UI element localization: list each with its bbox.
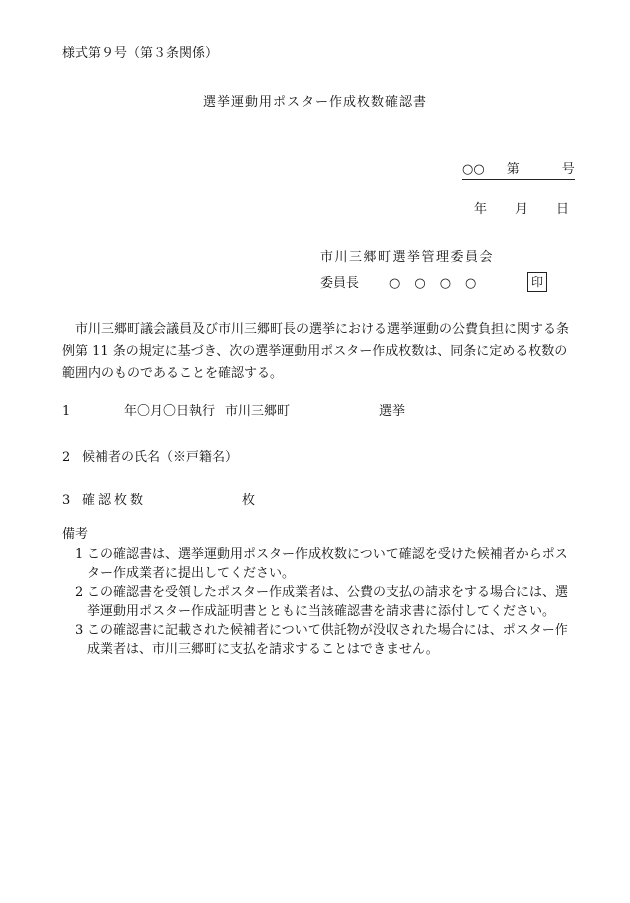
item2-label: 候補者の氏名（※戸籍名） <box>82 450 239 465</box>
remark-text: この確認書は、選挙運動用ポスター作成枚数について確認を受けた候補者からポスター作成業者に提出してください。 <box>87 547 568 581</box>
item-confirmed-count <box>62 493 255 509</box>
item1-place: 市川三郷町 <box>225 404 291 419</box>
item-candidate-name <box>62 450 238 466</box>
issue-date <box>474 202 569 218</box>
reference-dai: 第 <box>506 162 520 177</box>
remark-text: この確認書を受領したポスター作成業者は、公費の支払の請求をする場合には、選挙運動用ポスター作成証明書とともに当該確認書を請求書に添付してください。 <box>87 585 569 619</box>
date-month: 月 <box>515 202 529 217</box>
item3-unit: 枚 <box>242 493 256 508</box>
date-year: 年 <box>474 202 488 217</box>
remark-item <box>62 621 574 659</box>
seal-mark: 印 <box>527 272 547 292</box>
item3-number: 3 <box>62 493 71 508</box>
item1-date: 年〇月〇日執行 <box>124 404 216 419</box>
form-number: 様式第９号（第３条関係） <box>62 46 219 61</box>
reference-number <box>462 162 575 180</box>
item3-label: 確認枚数 <box>82 493 147 508</box>
date-day: 日 <box>556 202 570 217</box>
issuer-chair <box>320 276 490 292</box>
item1-election: 選挙 <box>379 404 406 419</box>
remark-number: 3 <box>75 623 84 638</box>
item1-number: 1 <box>62 404 71 419</box>
document-title: 選挙運動用ポスター作成枚数確認書 <box>202 95 427 110</box>
remark-item <box>62 583 574 621</box>
remarks-list <box>62 545 574 659</box>
reference-circles: ○○ <box>462 162 485 177</box>
reference-gou: 号 <box>561 162 575 177</box>
issuer-organization: 市川三郷町選挙管理委員会 <box>320 250 495 265</box>
remark-number: 1 <box>75 547 84 562</box>
remark-text: この確認書に記載された候補者について供託物が没収された場合には、ポスター作成業者は、市川三郷町に支払を請求することはできません。 <box>87 623 568 657</box>
remarks-heading: 備考 <box>62 527 89 542</box>
chair-label: 委員長 <box>320 276 360 291</box>
remark-item <box>62 545 574 583</box>
body-paragraph: 市川三郷町議会議員及び市川三郷町長の選挙における選挙運動の公費負担に関する条例第 11 条の規定に基づき、次の選挙運動用ポスター作成枚数は、同条に定める枚数の範囲内のものであることを確認する。 <box>62 322 570 381</box>
item-election <box>62 404 405 420</box>
remark-number: 2 <box>75 585 84 600</box>
chair-name: ○○○○ <box>389 276 491 291</box>
item2-number: 2 <box>62 450 71 465</box>
